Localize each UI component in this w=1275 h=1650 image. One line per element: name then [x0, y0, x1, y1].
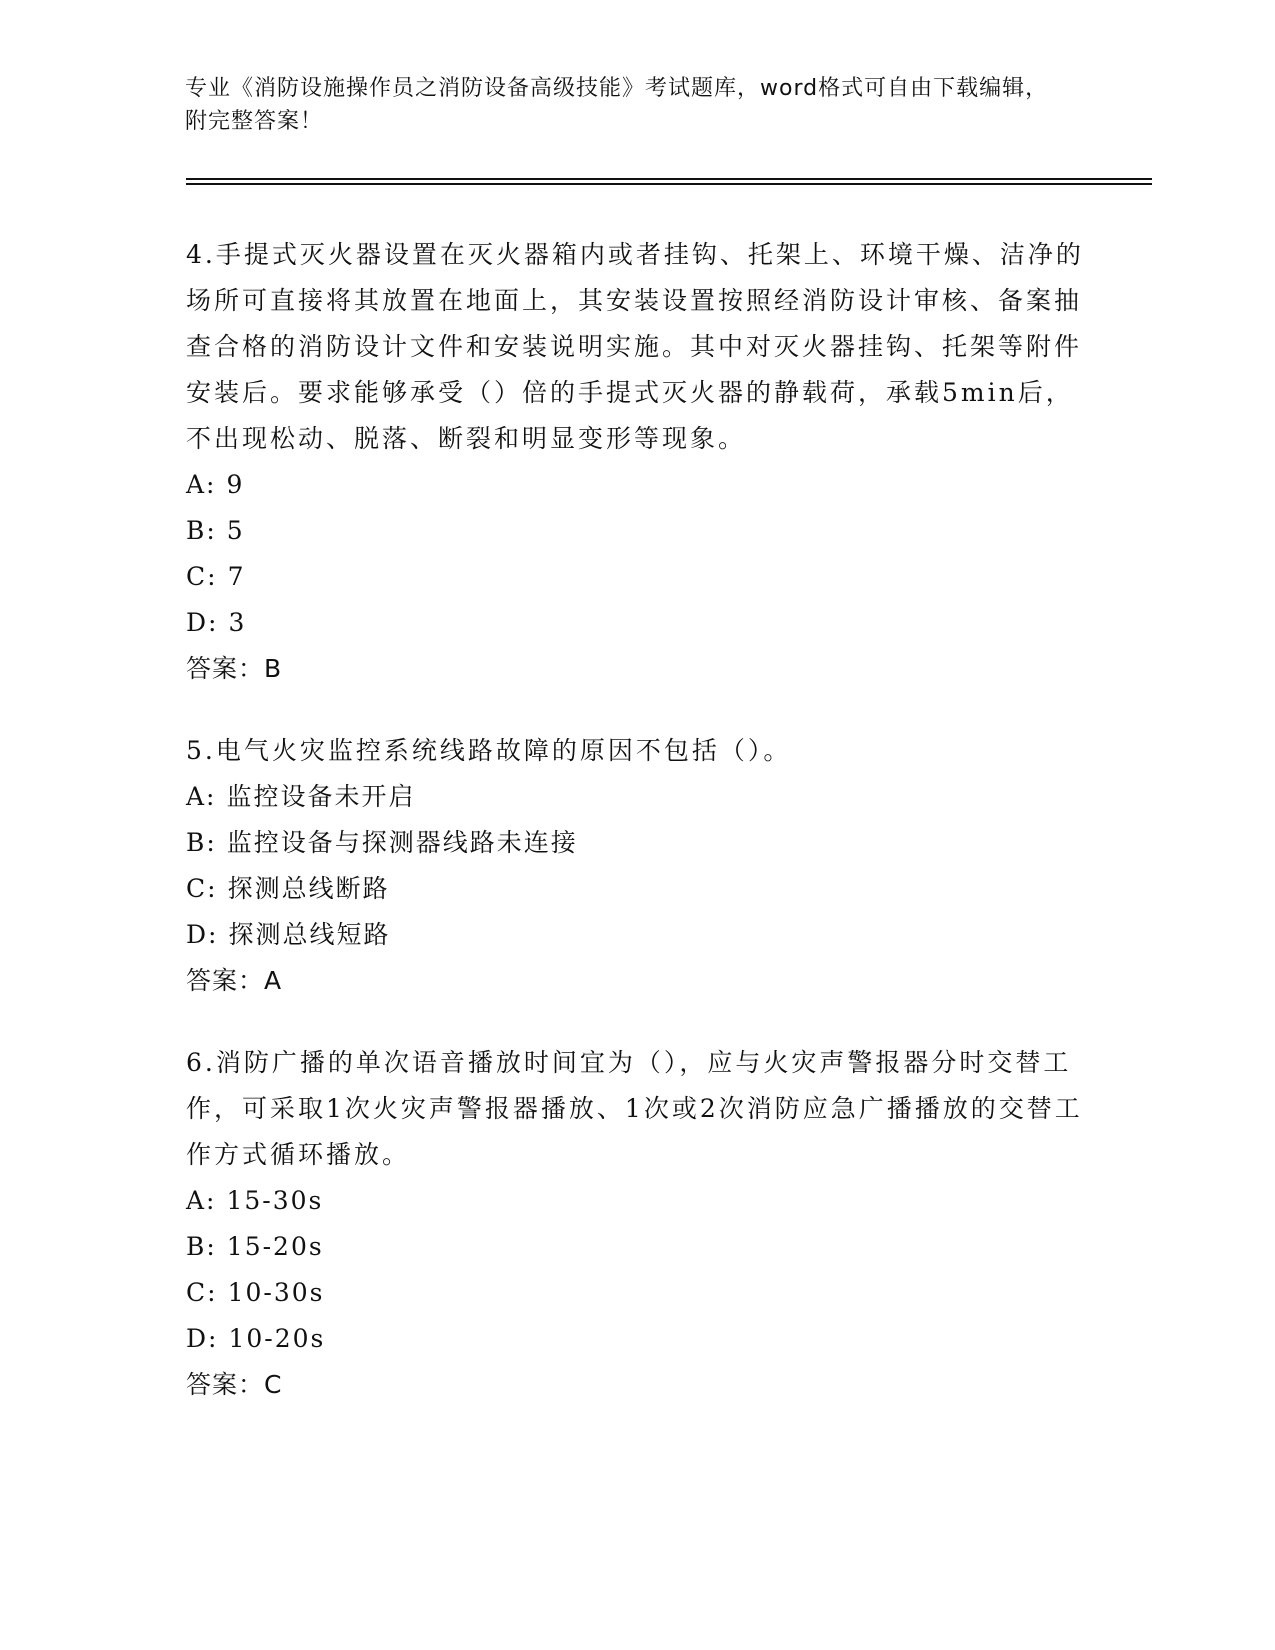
option-c: [186, 554, 1086, 600]
option-text: 监控设备与探测器线路未连接: [226, 828, 578, 857]
option-label: A:: [186, 1186, 217, 1215]
question-5: [186, 728, 1086, 1004]
question-4: [186, 232, 1086, 692]
option-b: [186, 1224, 1086, 1270]
option-text: 3: [228, 608, 247, 637]
option-label: C:: [186, 874, 218, 903]
option-d: [186, 1316, 1086, 1362]
option-text: 15-30s: [226, 1186, 324, 1215]
question-text: 6.消防广播的单次语音播放时间宜为（），应与火灾声警报器分时交替工作，可采取1次火灾声警报器播放、1次或2次消防应急广播播放的交替工作方式循环播放。: [186, 1048, 1083, 1169]
option-label: B:: [186, 828, 217, 857]
answer: 答案：B: [186, 654, 283, 683]
header-rule-top: [186, 178, 1152, 180]
option-label: A:: [186, 782, 217, 811]
option-label: A:: [186, 470, 217, 499]
option-text: 探测总线断路: [227, 874, 390, 903]
option-text: 5: [226, 516, 245, 545]
option-text: 监控设备未开启: [226, 782, 416, 811]
option-text: 7: [227, 562, 246, 591]
option-text: 探测总线短路: [228, 920, 391, 949]
option-label: C:: [186, 1278, 218, 1307]
document-header: 专业《消防设施操作员之消防设备高级技能》考试题库，word格式可自由下载编辑，附完整答案！: [185, 76, 1049, 134]
option-text: 10-30s: [227, 1278, 325, 1307]
option-a: [186, 774, 1086, 820]
option-text: 10-20s: [228, 1324, 326, 1353]
option-d: [186, 912, 1086, 958]
option-label: B:: [186, 516, 217, 545]
option-b: [186, 508, 1086, 554]
option-label: D:: [186, 608, 219, 637]
option-text: 9: [226, 470, 245, 499]
option-d: [186, 600, 1086, 646]
answer: 答案：C: [186, 1370, 283, 1399]
answer: 答案：A: [186, 966, 283, 995]
option-label: D:: [186, 1324, 219, 1353]
question-6: [186, 1040, 1086, 1408]
header-rule-bottom: [186, 183, 1152, 185]
option-a: [186, 1178, 1086, 1224]
option-c: [186, 866, 1086, 912]
question-text: 5.电气火灾监控系统线路故障的原因不包括（）。: [186, 736, 792, 765]
question-text: 4.手提式灭火器设置在灭火器箱内或者挂钩、托架上、环境干燥、洁净的场所可直接将其放置在地面上，其安装设置按照经消防设计审核、备案抽查合格的消防设计文件和安装说明实施。其中对灭火器挂钩、托架等附件安装后。要求能够承受（）倍的手提式灭火器的静载荷，承载5min后，不出现松动、脱落、断裂和明显变形等现象。: [186, 240, 1084, 453]
option-label: B:: [186, 1232, 217, 1261]
option-label: C:: [186, 562, 218, 591]
option-a: [186, 462, 1086, 508]
option-c: [186, 1270, 1086, 1316]
option-label: D:: [186, 920, 219, 949]
question-list: [186, 232, 1086, 1444]
option-text: 15-20s: [226, 1232, 324, 1261]
option-b: [186, 820, 1086, 866]
